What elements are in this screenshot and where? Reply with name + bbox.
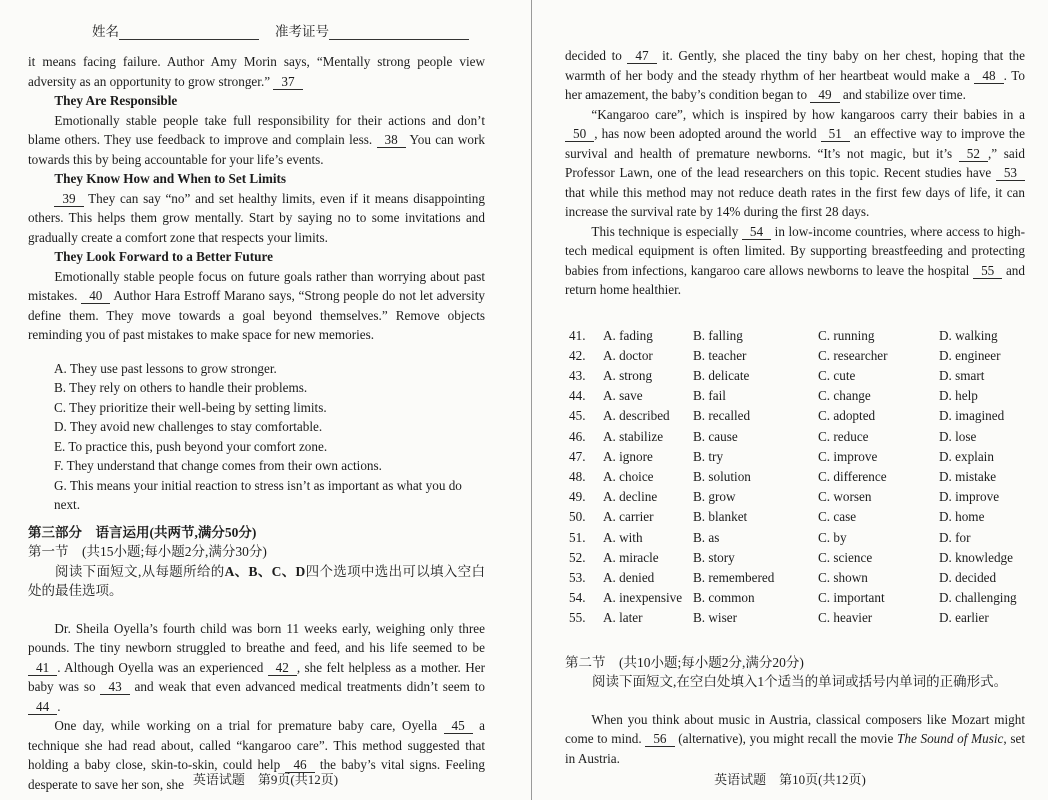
cloze-paragraph-5: [565, 222, 1025, 300]
blank-55: 55: [973, 263, 1002, 279]
option-b: B. fail: [693, 388, 726, 404]
heading-responsible: They Are Responsible: [54, 93, 178, 108]
cloze-paragraph-1: [28, 619, 485, 717]
text-segment: and return home healthier.: [565, 262, 1025, 297]
paragraph-37: [28, 52, 485, 91]
blank-41: 41: [28, 660, 57, 676]
cloze-row-55: [569, 608, 1025, 628]
text-segment: (alternative), you might recall the movie: [674, 731, 898, 747]
option-a: A. inexpensive: [603, 590, 683, 606]
cloze-paragraph-3: [565, 46, 1025, 105]
question-number: 49.: [569, 489, 586, 505]
cloze-row-54: [569, 588, 1025, 608]
text-segment: 阅读下面短文,从每题所给的: [55, 563, 225, 579]
option-b: B. They rely on others to handle their problems.: [54, 380, 308, 395]
option-e: E. To practice this, push beyond your comfort zone.: [54, 438, 328, 454]
option-g: G. This means your initial reaction to stress isn’t as important as what you do next.: [54, 477, 462, 512]
question-number: 54.: [569, 590, 586, 606]
heading-better-future: They Look Forward to a Better Future: [54, 249, 273, 264]
option-d: D. home: [939, 509, 985, 525]
option-c: C. case: [818, 509, 857, 525]
option-d: D. challenging: [939, 590, 1017, 606]
option-d: D. imagined: [939, 408, 1005, 424]
option-c: C. shown: [818, 569, 868, 585]
option-c: C. cute: [818, 367, 856, 383]
page-10-content: [565, 46, 1025, 768]
grammar-paragraph-1: [565, 710, 1025, 769]
option-b: B. blanket: [693, 509, 748, 525]
option-d: D. decided: [939, 569, 997, 585]
blank-47: 47: [627, 48, 656, 64]
text-segment: the baby’s vital signs. Feeling desperate to save her son, she: [28, 757, 485, 792]
cloze-row-43: [569, 366, 1025, 386]
page-10: [532, 0, 1048, 800]
text-segment: One day, while working on a trial for premature baby care, Oyella: [54, 718, 444, 733]
blank-52: 52: [959, 146, 988, 162]
option-a: A. miracle: [603, 549, 659, 565]
text-segment: and weak that even advanced medical treatments didn’t seem to: [129, 679, 485, 694]
option-d: D. explain: [939, 448, 994, 464]
option-c: C. science: [818, 549, 873, 565]
text-segment: Emotionally stable people focus on future goals rather than worrying about past mistakes.: [28, 268, 485, 303]
option-c: C. adopted: [818, 408, 876, 424]
blank-42: 42: [268, 660, 297, 676]
option-a: A. decline: [603, 489, 658, 505]
text-segment: 四个选项中选出可以填入空白处的最佳选项。: [28, 563, 486, 598]
vertical-gap: [565, 300, 1025, 326]
blank-53: 53: [996, 165, 1025, 181]
text-segment: They can say “no” and set healthy limits, even if it means disappointing others. This helps them grow mentally. Start by saying no to some invitations and gradually create a comfort zone that respects your limits.: [28, 190, 485, 245]
option-d: D. knowledge: [939, 549, 1013, 565]
option-b: B. solution: [693, 468, 751, 484]
option-d: D. help: [939, 388, 978, 404]
option-a: A. doctor: [603, 347, 653, 363]
option-b: B. wiser: [693, 610, 737, 626]
text-segment: , she felt helpless as a mother. Her baby was so: [28, 659, 485, 694]
option-a: A. carrier: [603, 509, 654, 525]
text-segment: ,” said Professor Lawn, one of the lead researchers on this topic. Recent studies have: [565, 145, 1025, 180]
blank-37: 37: [273, 74, 302, 90]
paragraph-38: [28, 111, 485, 170]
text-segment: . To her amazement, the baby’s condition began to: [565, 67, 1025, 102]
vertical-gap: [28, 515, 485, 523]
option-a: A. described: [603, 408, 670, 424]
option-c: C. heavier: [818, 610, 873, 626]
text-segment: Author Hara Estroff Marano says, “Strong people do not let adversity define them. They move towards a goal beyond themselves.” Remove objects reminding you of past mistakes to make space for new memories.: [28, 288, 486, 342]
option-a: A. later: [603, 610, 643, 626]
question-number: 55.: [569, 610, 586, 626]
question-number: 51.: [569, 529, 586, 545]
question-number: 53.: [569, 569, 586, 585]
option-f: F. They understand that change comes from their own actions.: [54, 458, 382, 473]
option-c: C. improve: [818, 448, 878, 464]
blank-38: 38: [377, 132, 406, 148]
option-b: B. teacher: [693, 347, 747, 363]
section-2-heading: 第二节 (共10小题;每小题2分,满分20分): [565, 654, 804, 670]
option-b: B. as: [693, 529, 720, 545]
text-segment: an effective way to improve the survival and health of premature newborns. “It’s not magic, but it’s: [565, 126, 1025, 161]
text-segment: , set in Austria.: [565, 731, 1025, 766]
text-segment: This technique is especially: [591, 223, 742, 239]
cloze-row-51: [569, 528, 1025, 548]
cloze-row-42: [569, 346, 1025, 366]
name-label: 姓名: [92, 24, 119, 39]
page-9-footer: 英语试题 第9页(共12页): [192, 772, 339, 787]
exam-id-label: 准考证号: [275, 24, 329, 39]
option-c: C. by: [818, 529, 847, 545]
page-10-footer: 英语试题 第10页(共12页): [714, 772, 866, 787]
text-segment: decided to: [565, 48, 628, 63]
blank-39: 39: [54, 191, 83, 207]
exam-id-blank-line: [329, 25, 469, 40]
vertical-gap: [565, 629, 1025, 653]
blank-45: 45: [444, 718, 473, 734]
cloze-row-49: [569, 487, 1025, 507]
text-segment: , has now been adopted around the world: [594, 126, 821, 141]
blank-51: 51: [821, 126, 850, 142]
option-b: B. story: [693, 549, 735, 565]
text-segment: that while this method may not reduce death rates in the first few days of life, it can increase the survival rate by 14% during the first 28 days.: [565, 184, 1025, 219]
question-number: 45.: [569, 408, 586, 424]
question-number: 46.: [569, 428, 586, 444]
option-a: A. stabilize: [603, 428, 664, 444]
option-b: B. delicate: [693, 367, 750, 383]
paragraph-40: [28, 267, 485, 345]
text-segment: in low-income countries, where access to high-tech medical equipment is often limited. By supporting breastfeeding and protecting babies from infections, kangaroo care allows newborns to leave the hospital: [565, 223, 1025, 278]
text-segment: and stabilize over time.: [839, 87, 966, 102]
option-a: A. denied: [603, 569, 655, 585]
cloze-row-44: [569, 386, 1025, 406]
text-segment: 阅读下面短文,在空白处填入1个适当的单词或括号内单词的正确形式。: [592, 674, 1008, 690]
blank-54: 54: [742, 224, 771, 240]
text-segment: Dr. Sheila Oyella’s fourth child was born 11 weeks early, weighing only three pounds. The tiny newborn struggled to breathe and feed, and his life seemed to be: [28, 620, 485, 655]
blank-48: 48: [974, 68, 1003, 84]
option-c: C. change: [818, 388, 871, 404]
cloze-options-table: [569, 326, 1025, 629]
paragraph-39: [28, 189, 485, 248]
cloze-row-50: [569, 507, 1025, 527]
vertical-gap: [28, 345, 485, 359]
blank-49: 49: [810, 87, 839, 103]
cloze-row-47: [569, 447, 1025, 467]
option-d: D. walking: [939, 327, 998, 343]
option-b: B. falling: [693, 327, 743, 343]
text-segment: it. Gently, she placed the tiny baby on her chest, hoping that the warmth of her body and the steady rhythm of her heartbeat would make a: [565, 48, 1025, 83]
text-segment: “Kangaroo care”, which is inspired by how kangaroos carry their babies in a: [591, 106, 1025, 122]
vertical-gap: [28, 601, 485, 619]
bold-text: A、B、C、D: [224, 563, 306, 579]
question-number: 52.: [569, 549, 586, 565]
text-segment: . Although Oyella was an experienced: [57, 659, 268, 675]
option-d: D. engineer: [939, 347, 1001, 363]
option-b: B. remembered: [693, 569, 775, 585]
section-2-instructions: [565, 672, 1025, 692]
question-number: 43.: [569, 367, 586, 383]
option-a: A. save: [603, 388, 643, 404]
cloze-row-48: [569, 467, 1025, 487]
option-a: A. with: [603, 529, 643, 545]
blank-56: 56: [645, 731, 674, 747]
question-number: 44.: [569, 388, 586, 404]
option-a: A. They use past lessons to grow stronger.: [54, 360, 277, 376]
option-d: D. mistake: [939, 468, 997, 484]
cloze-paragraph-4: [565, 105, 1025, 222]
blank-43: 43: [100, 679, 129, 695]
text-segment: Emotionally stable people take full responsibility for their actions and don’t blame others. They use feedback to improve and complain less.: [28, 112, 485, 147]
option-d: D. lose: [939, 428, 977, 444]
option-c: C. difference: [818, 468, 887, 484]
option-a: A. fading: [603, 327, 653, 343]
cloze-row-41: [569, 326, 1025, 346]
blank-50: 50: [565, 126, 594, 142]
blank-44: 44: [28, 699, 57, 715]
candidate-info-header: [92, 20, 485, 40]
cloze-row-53: [569, 568, 1025, 588]
question-number: 42.: [569, 347, 586, 363]
option-c: C. worsen: [818, 489, 872, 505]
section-part3-heading: 第三部分 语言运用(共两节,满分50分): [28, 524, 257, 540]
section-1-heading: 第一节 (共15小题;每小题2分,满分30分): [28, 544, 267, 559]
section-1-instructions: [28, 562, 485, 601]
option-c: C. important: [818, 590, 885, 606]
text-segment: You can work towards this by being accountable for your life’s events.: [28, 132, 485, 167]
question-number: 41.: [569, 327, 586, 343]
question-number: 50.: [569, 509, 586, 525]
question-number: 48.: [569, 468, 586, 484]
option-c: C. reduce: [818, 428, 869, 444]
option-c: C. running: [818, 327, 875, 343]
question-number: 47.: [569, 448, 586, 464]
option-a: A. ignore: [603, 448, 653, 464]
page-9-content: [28, 52, 485, 794]
option-c: C. researcher: [818, 347, 888, 363]
blank-40: 40: [81, 288, 110, 304]
option-c: C. They prioritize their well-being by setting limits.: [54, 399, 327, 415]
text-segment: .: [57, 698, 61, 714]
option-d: D. earlier: [939, 610, 989, 626]
cloze-row-46: [569, 427, 1025, 447]
italic-text: The Sound of Music: [897, 731, 1004, 747]
option-b: B. recalled: [693, 408, 751, 424]
blank-46: 46: [285, 757, 314, 773]
cloze-row-52: [569, 548, 1025, 568]
option-d: D. smart: [939, 367, 985, 383]
heading-set-limits: They Know How and When to Set Limits: [54, 171, 287, 186]
vertical-gap: [565, 692, 1025, 710]
option-a: A. strong: [603, 367, 653, 383]
name-blank-line: [119, 25, 259, 40]
cloze-row-45: [569, 406, 1025, 426]
option-b: B. grow: [693, 489, 736, 505]
option-d: D. improve: [939, 489, 1000, 505]
text-segment: it means facing failure. Author Amy Morin says, “Mentally strong people view adversity as an opportunity to grow stronger.”: [28, 54, 485, 89]
option-b: B. common: [693, 590, 755, 606]
text-segment: When you think about music in Austria, classical composers like Mozart might come to mind.: [565, 711, 1025, 747]
text-segment: a technique she had read about, called “kangaroo care”. This method suggested that holding a baby close, skin-to-skin, could help: [28, 718, 485, 772]
option-a: A. choice: [603, 468, 654, 484]
option-d: D. They avoid new challenges to stay comfortable.: [54, 419, 323, 434]
option-d: D. for: [939, 529, 971, 545]
option-b: B. cause: [693, 428, 738, 444]
option-b: B. try: [693, 448, 724, 464]
